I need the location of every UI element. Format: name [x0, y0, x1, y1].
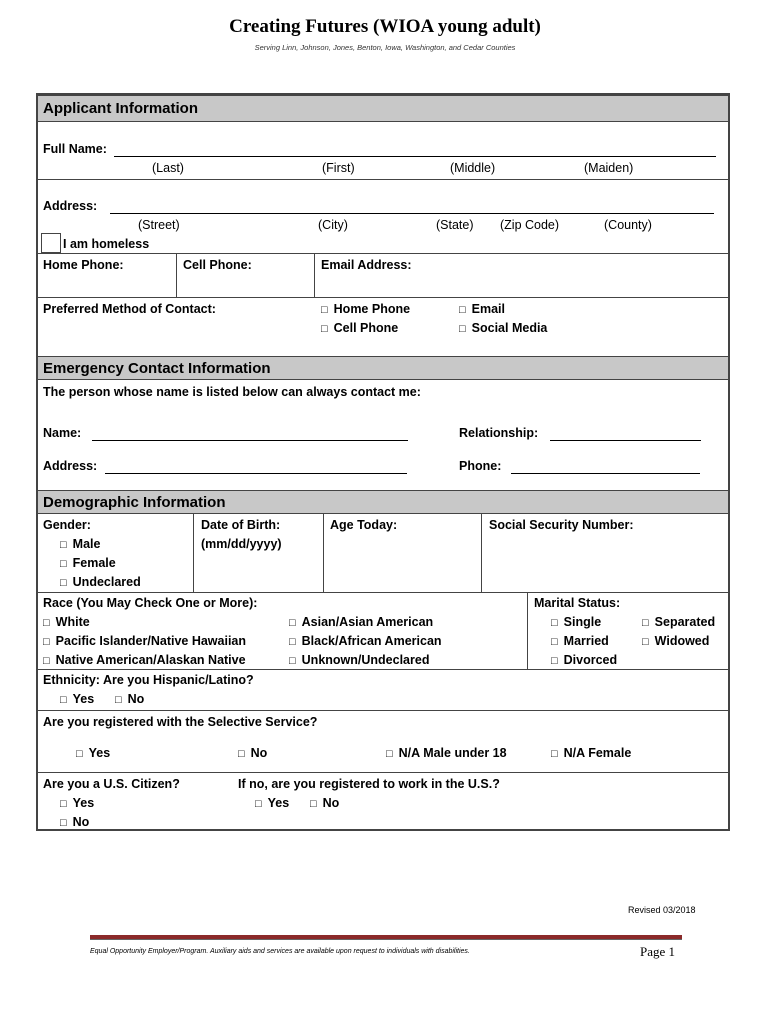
emergency-phone-label: Phone:	[459, 459, 502, 473]
divider	[176, 253, 177, 297]
marital-option-separated[interactable]: □ Separated	[642, 615, 716, 629]
work-registration-label: If no, are you registered to work in the U.S.?	[238, 777, 500, 791]
address-part-county: (County)	[604, 218, 652, 232]
emergency-intro: The person whose name is listed below can always contact me:	[43, 385, 421, 399]
selective-option-na-female[interactable]: □ N/A Female	[551, 746, 632, 760]
address-part-city: (City)	[318, 218, 348, 232]
name-part-last: (Last)	[152, 161, 184, 175]
race-option-white[interactable]: □ White	[43, 615, 90, 629]
emergency-name-field[interactable]	[92, 440, 408, 441]
homeless-label: I am homeless	[63, 237, 150, 251]
gender-option-female[interactable]: □ Female	[60, 556, 116, 570]
emergency-phone-field[interactable]	[511, 473, 700, 474]
selective-option-na-male[interactable]: □ N/A Male under 18	[386, 746, 507, 760]
full-name-field[interactable]	[114, 156, 716, 157]
contact-option-email[interactable]: □ Email	[459, 302, 506, 316]
application-form	[36, 93, 730, 831]
selective-option-yes[interactable]: □ Yes	[76, 746, 111, 760]
home-phone-label: Home Phone:	[43, 258, 124, 272]
form-title: Creating Futures (WIOA young adult)	[229, 16, 541, 37]
marital-label: Marital Status:	[534, 596, 621, 610]
address-field[interactable]	[110, 213, 714, 214]
citizen-option-yes[interactable]: □ Yes	[60, 796, 95, 810]
marital-option-married[interactable]: □ Married	[551, 634, 609, 648]
address-part-state: (State)	[436, 218, 474, 232]
divider	[527, 592, 528, 669]
divider	[38, 253, 728, 254]
marital-option-divorced[interactable]: □ Divorced	[551, 653, 618, 667]
dob-label: Date of Birth:	[201, 518, 281, 532]
contact-option-cell-phone[interactable]: □ Cell Phone	[321, 321, 399, 335]
gender-label: Gender:	[43, 518, 91, 532]
name-part-middle: (Middle)	[450, 161, 496, 175]
selective-service-label: Are you registered with the Selective Service?	[43, 715, 318, 729]
divider	[38, 710, 728, 711]
citizen-option-no[interactable]: □ No	[60, 815, 90, 829]
emergency-address-label: Address:	[43, 459, 98, 473]
email-label: Email Address:	[321, 258, 412, 272]
cell-phone-label: Cell Phone:	[183, 258, 252, 272]
ethnicity-option-yes[interactable]: □ Yes	[60, 692, 95, 706]
gender-option-undeclared[interactable]: □ Undeclared	[60, 575, 141, 589]
address-part-street: (Street)	[138, 218, 180, 232]
address-label: Address:	[43, 199, 98, 213]
name-part-first: (First)	[322, 161, 355, 175]
work-option-yes[interactable]: □ Yes	[255, 796, 290, 810]
full-name-label: Full Name:	[43, 142, 107, 156]
race-option-unknown[interactable]: □ Unknown/Undeclared	[289, 653, 430, 667]
marital-option-widowed[interactable]: □ Widowed	[642, 634, 710, 648]
dob-format: (mm/dd/yyyy)	[201, 537, 282, 551]
divider	[38, 669, 728, 670]
divider	[314, 253, 315, 297]
address-part-zip: (Zip Code)	[500, 218, 560, 232]
divider	[38, 179, 728, 180]
marital-option-single[interactable]: □ Single	[551, 615, 602, 629]
relationship-field[interactable]	[550, 440, 701, 441]
footer-rule	[90, 935, 682, 940]
ethnicity-label: Ethnicity: Are you Hispanic/Latino?	[43, 673, 254, 687]
preferred-contact-label: Preferred Method of Contact:	[43, 302, 216, 316]
footer-note: Equal Opportunity Employer/Program. Auxiliary aids and services are available upon request to individuals with disabilities.	[90, 948, 470, 955]
gender-option-male[interactable]: □ Male	[60, 537, 101, 551]
race-option-native-american[interactable]: □ Native American/Alaskan Native	[43, 653, 246, 667]
race-option-asian[interactable]: □ Asian/Asian American	[289, 615, 434, 629]
emergency-name-label: Name:	[43, 426, 82, 440]
relationship-label: Relationship:	[459, 426, 539, 440]
homeless-checkbox[interactable]	[41, 233, 61, 253]
race-label: Race (You May Check One or More):	[43, 596, 258, 610]
citizen-label: Are you a U.S. Citizen?	[43, 777, 180, 791]
form-subtitle: Serving Linn, Johnson, Jones, Benton, Iowa, Washington, and Cedar Counties	[254, 43, 516, 52]
contact-option-social-media[interactable]: □ Social Media	[459, 321, 548, 335]
ethnicity-option-no[interactable]: □ No	[115, 692, 145, 706]
divider	[323, 514, 324, 592]
age-label: Age Today:	[330, 518, 398, 532]
race-option-pacific-islander[interactable]: □ Pacific Islander/Native Hawaiian	[43, 634, 247, 648]
emergency-address-field[interactable]	[105, 473, 407, 474]
race-option-black[interactable]: □ Black/African American	[289, 634, 442, 648]
revised-date: Revised 03/2018	[628, 905, 696, 915]
work-option-no[interactable]: □ No	[310, 796, 340, 810]
divider	[38, 592, 728, 593]
applicant-section-heading: Applicant Information	[38, 95, 728, 122]
name-part-maiden: (Maiden)	[584, 161, 634, 175]
selective-option-no[interactable]: □ No	[238, 746, 268, 760]
emergency-section-heading: Emergency Contact Information	[38, 356, 728, 380]
demographic-section-heading: Demographic Information	[38, 490, 728, 514]
divider	[193, 514, 194, 592]
page-number: Page 1	[640, 944, 676, 959]
divider	[38, 772, 728, 773]
divider	[38, 297, 728, 298]
contact-option-home-phone[interactable]: □ Home Phone	[321, 302, 411, 316]
divider	[481, 514, 482, 592]
ssn-label: Social Security Number:	[489, 518, 634, 532]
